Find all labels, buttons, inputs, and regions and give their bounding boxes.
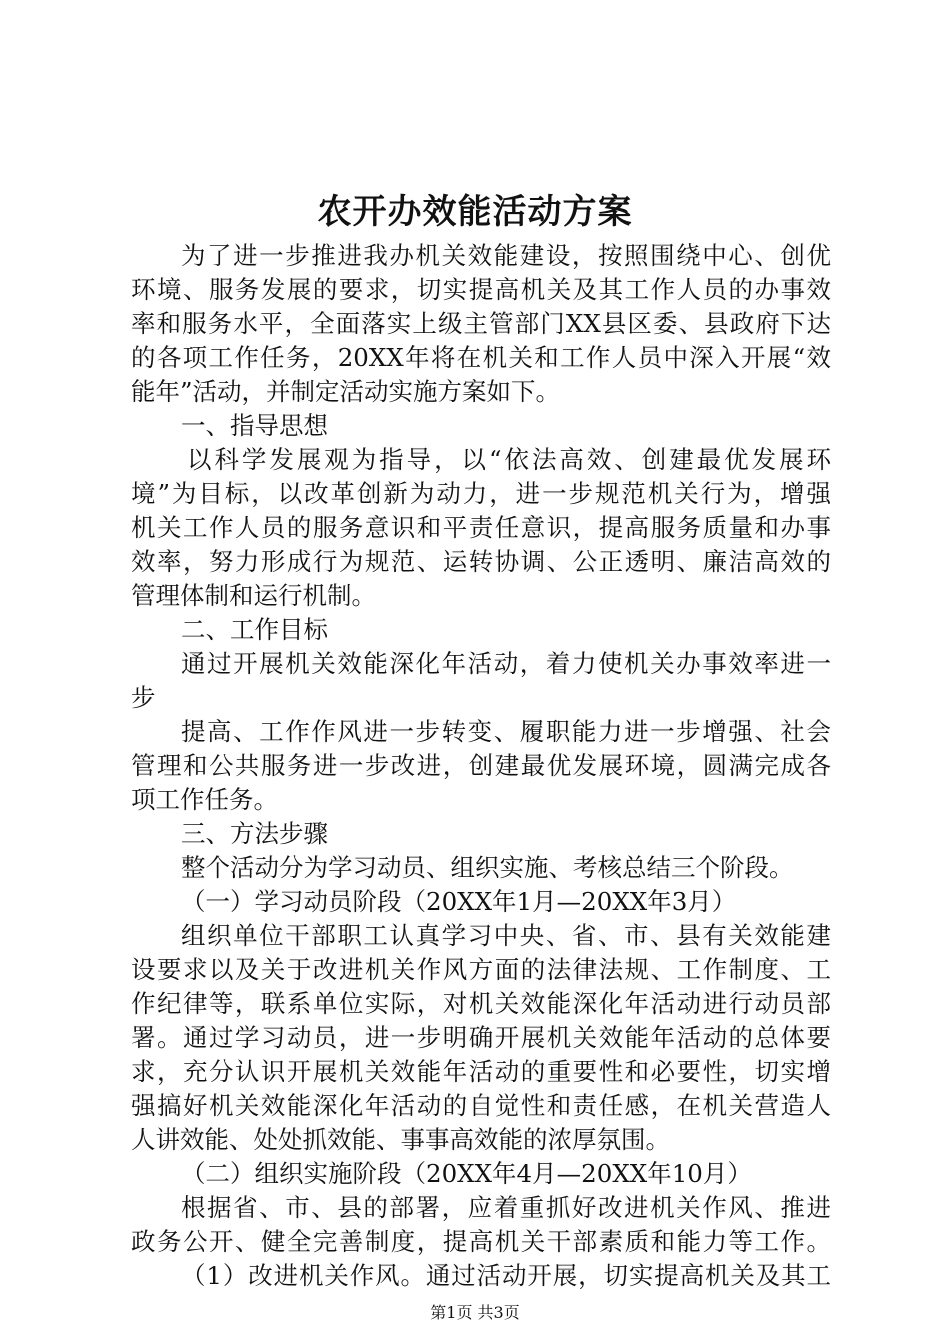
text-line: 强搞好机关效能深化年活动的自觉性和责任感，在机关营造人 — [131, 1091, 831, 1120]
subsection-heading: （一）学习动员阶段（20XX年1月—20XX年3月） — [181, 887, 737, 916]
text-line: 署。通过学习动员，进一步明确开展机关效能年活动的总体要 — [131, 1023, 831, 1052]
text-line: 组织单位干部职工认真学习中央、省、市、县有关效能建 — [181, 921, 831, 950]
section-heading: 二、工作目标 — [181, 615, 328, 644]
document-title: 农开办效能活动方案 — [317, 192, 633, 232]
text-line: 通过开展机关效能深化年活动，着力使机关办事效率进一 — [181, 649, 831, 678]
text-line: 率和服务水平，全面落实上级主管部门XX县区委、县政府下达 — [131, 309, 831, 338]
text-line: 境”为目标，以改革创新为动力，进一步规范机关行为，增强 — [131, 479, 831, 508]
text-line: 为了进一步推进我办机关效能建设，按照围绕中心、创优 — [181, 241, 831, 270]
text-line: 整个活动分为学习动员、组织实施、考核总结三个阶段。 — [181, 853, 794, 882]
text-line: 管理和公共服务进一步改进，创建最优发展环境，圆满完成各 — [131, 751, 831, 780]
text-line: 作纪律等，联系单位实际，对机关效能深化年活动进行动员部 — [131, 989, 831, 1018]
text-line: 政务公开、健全完善制度，提高机关干部素质和能力等工作。 — [131, 1227, 831, 1256]
page-footer: 第1页 共3页 — [430, 1303, 520, 1322]
text-line: 能年”活动，并制定活动实施方案如下。 — [131, 377, 561, 406]
text-line: 以科学发展观为指导，以“依法高效、创建最优发展环 — [187, 445, 831, 474]
text-line: 机关工作人员的服务意识和平责任意识，提高服务质量和办事 — [131, 513, 831, 542]
subsection-heading: （二）组织实施阶段（20XX年4月—20XX年10月） — [181, 1159, 752, 1188]
text-line: 提高、工作作风进一步转变、履职能力进一步增强、社会 — [181, 717, 831, 746]
text-line: 管理体制和运行机制。 — [131, 581, 376, 610]
text-line: （1）改进机关作风。通过活动开展，切实提高机关及其工 — [181, 1261, 831, 1290]
text-line: 环境、服务发展的要求，切实提高机关及其工作人员的办事效 — [131, 275, 831, 304]
text-line: 步 — [131, 683, 156, 712]
text-line: 根据省、市、县的部署，应着重抓好改进机关作风、推进 — [181, 1193, 831, 1222]
text-line: 效率，努力形成行为规范、运转协调、公正透明、廉洁高效的 — [131, 547, 831, 576]
text-line: 设要求以及关于改进机关作风方面的法律法规、工作制度、工 — [131, 955, 831, 984]
section-heading: 一、指导思想 — [181, 411, 328, 440]
section-heading: 三、方法步骤 — [181, 819, 328, 848]
text-line: 项工作任务。 — [131, 785, 278, 814]
text-line: 求，充分认识开展机关效能年活动的重要性和必要性，切实增 — [131, 1057, 831, 1086]
text-line: 人讲效能、处处抓效能、事事高效能的浓厚氛围。 — [131, 1125, 670, 1154]
text-line: 的各项工作任务，20XX年将在机关和工作人员中深入开展“效 — [131, 343, 831, 372]
